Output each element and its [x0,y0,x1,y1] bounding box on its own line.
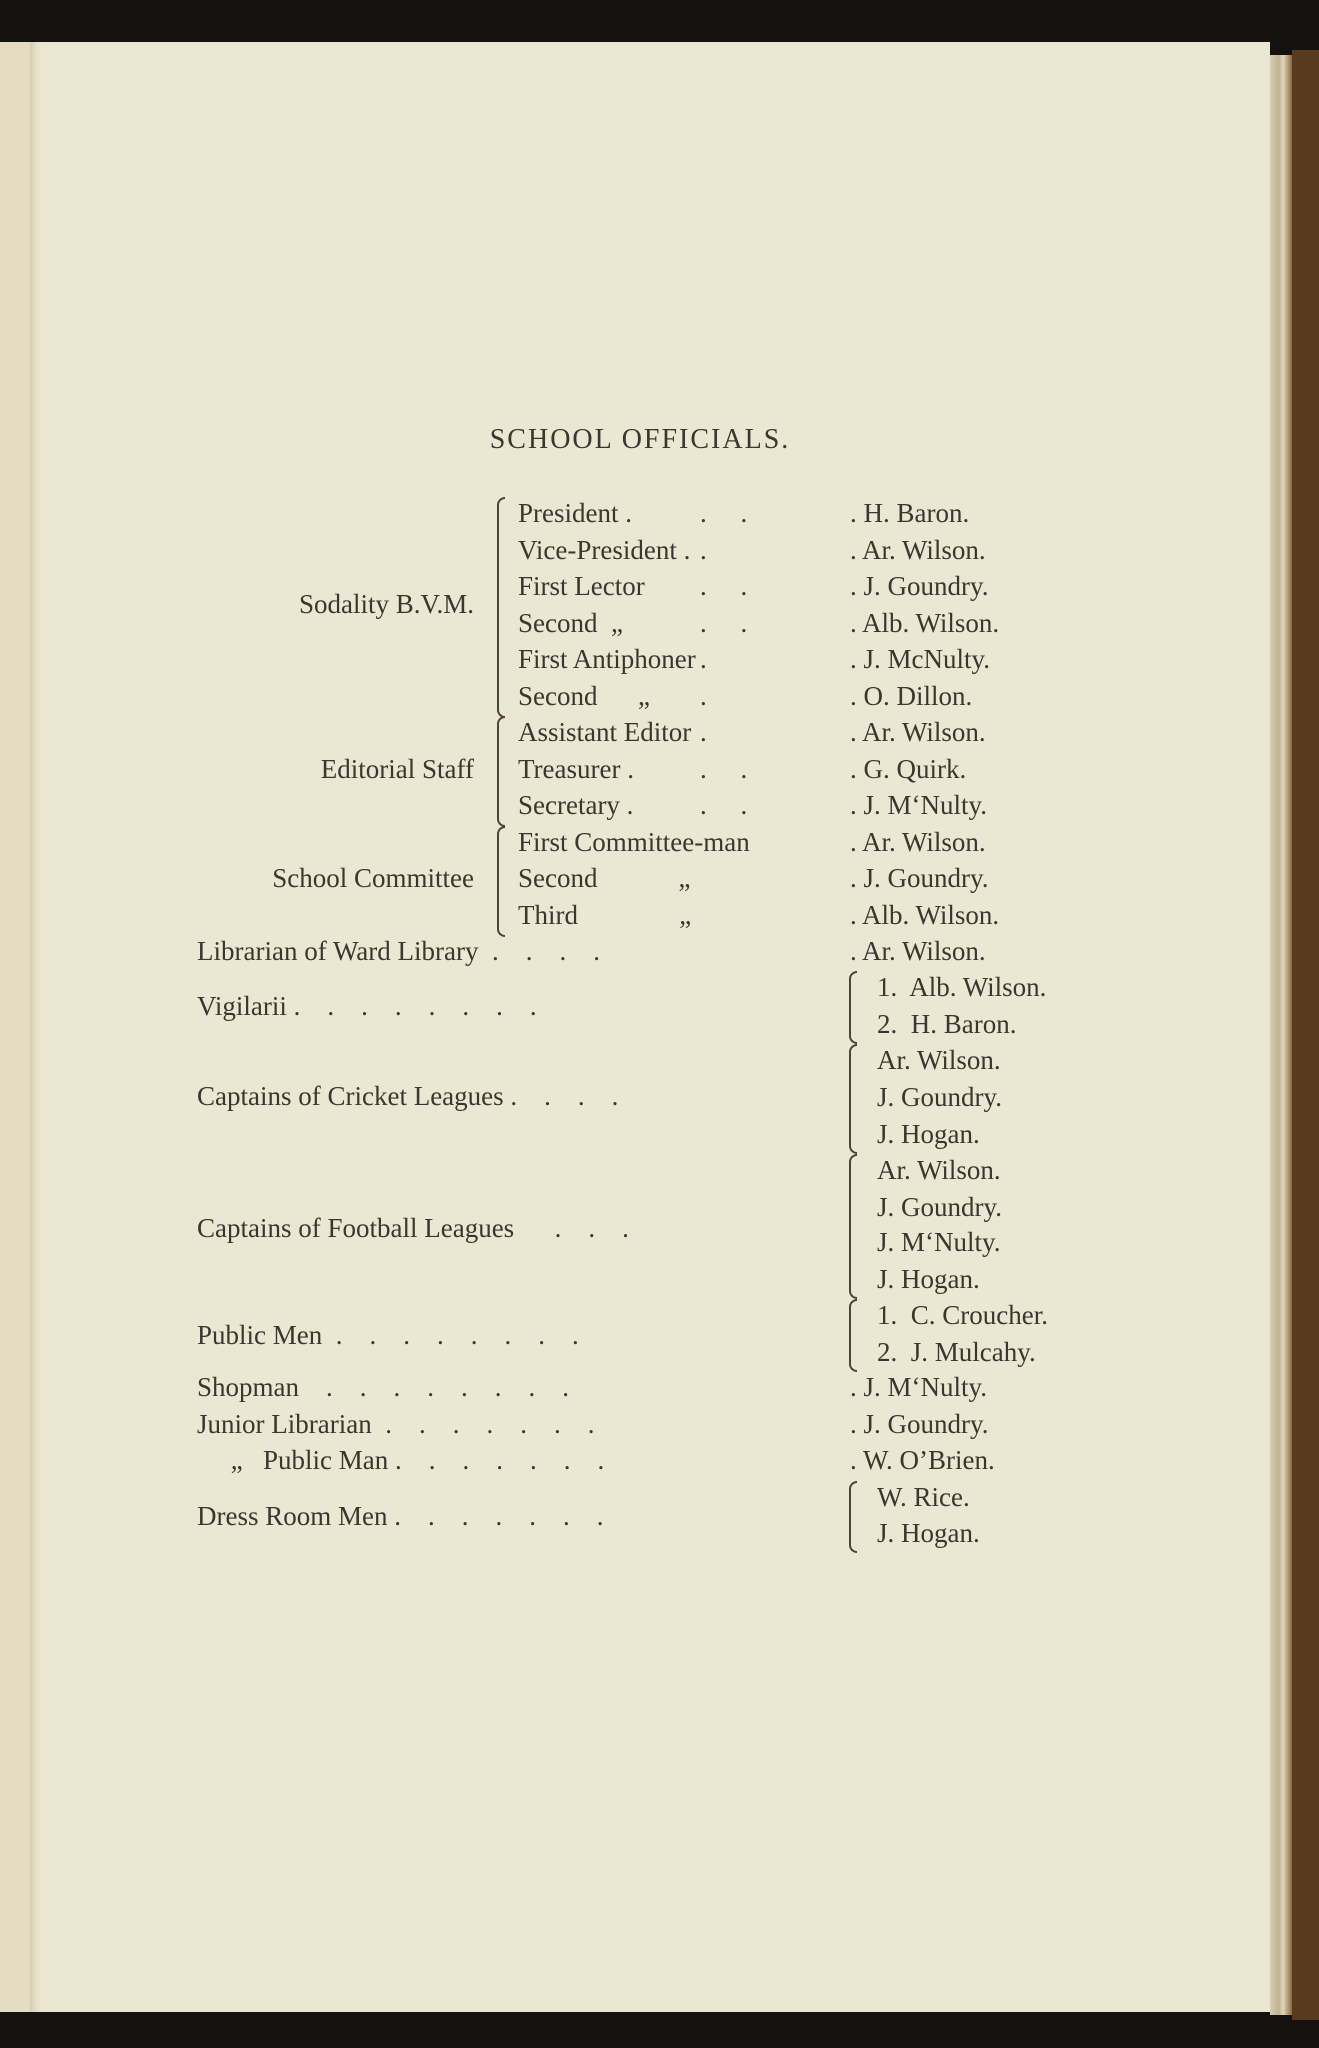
office-label: Dress Room Men . . . . . . . [197,1501,604,1531]
office-label: Vigilarii . . . . . . . . [197,991,537,1021]
official-name: J. Goundry. [877,1192,1002,1222]
official-name: J. Hogan. [877,1518,980,1548]
leader-dots: . [700,644,707,674]
official-name: . H. Baron. [850,498,970,528]
official-name: 1. Alb. Wilson. [877,972,1047,1002]
official-name: . W. O’Brien. [850,1445,995,1475]
leader-dots: . . [700,607,748,638]
official-name: . J. M‘Nulty. [850,790,988,820]
book-page [30,42,1270,2012]
leader-dots: . . [700,571,748,601]
official-name: . G. Quirk. [850,753,967,784]
official-name: 2. H. Baron. [877,1009,1017,1039]
official-name: . Ar. Wilson. [850,717,986,747]
official-name: Ar. Wilson. [877,1155,1001,1185]
official-name: . Alb. Wilson. [850,899,1000,930]
official-name: . Alb. Wilson. [850,607,1000,638]
role-label: President . [518,498,632,528]
official-name: . J. M‘Nulty. [850,1372,988,1402]
brace [497,716,505,827]
official-name: . J. Goundry. [850,1409,989,1439]
office-label: Shopman . . . . . . . . [197,1372,570,1402]
role-label: Secretary . [518,790,634,820]
book-cover [1292,50,1319,2020]
leader-dots: . . [700,790,748,820]
role-label: Second „ [518,863,691,893]
role-label: Assistant Editor [518,717,692,747]
official-name: . Ar. Wilson. [850,534,986,565]
office-label: „ Public Man . . . . . . . [197,1445,605,1475]
brace [849,1299,857,1372]
official-name: J. Hogan. [877,1264,980,1294]
leader-dots: . [700,680,707,711]
official-name: 1. C. Croucher. [877,1300,1048,1330]
official-name: . J. McNulty. [850,644,990,674]
page-stack-edge [1270,55,1292,2015]
role-label: First Lector [518,571,645,601]
office-label: Junior Librarian . . . . . . . [197,1409,595,1439]
leader-dots: . [700,717,707,747]
official-name: J. Hogan. [877,1119,980,1149]
brace [497,497,505,718]
group-label: School Committee [272,863,474,893]
official-name: W. Rice. [877,1482,970,1512]
left-page-edge [0,42,31,2012]
leader-dots: . . [700,753,748,784]
official-name: J. M‘Nulty. [877,1227,1001,1257]
group-label: Sodality B.V.M. [298,589,474,620]
role-label: Treasurer . [518,753,634,784]
brace [849,971,857,1044]
office-label: Public Men . . . . . . . . [197,1320,579,1350]
group-label: Editorial Staff [320,753,474,784]
official-name: 2. J. Mulcahy. [877,1337,1036,1367]
official-name: Ar. Wilson. [877,1045,1001,1075]
brace [849,1481,857,1553]
role-label: First Committee-man [518,826,750,857]
official-name: . O. Dillon. [850,680,973,711]
brace [849,1154,857,1299]
office-label: Captains of Football Leagues . . . [197,1213,629,1243]
brace [497,826,505,937]
leader-dots: . [700,534,707,565]
brace [849,1044,857,1154]
role-label: Vice-President . [518,534,691,565]
office-label: Librarian of Ward Library . . . . [197,936,600,966]
official-name: . J. Goundry. [850,863,989,893]
page-title: SCHOOL OFFICIALS. [489,424,791,455]
official-name: J. Goundry. [877,1082,1002,1112]
official-name: . Ar. Wilson. [850,936,986,966]
role-label: Second „ [518,607,623,638]
role-label: Third „ [518,899,692,930]
official-name: . Ar. Wilson. [850,826,986,857]
role-label: First Antiphoner [518,644,696,674]
role-label: Second „ [518,680,650,711]
leader-dots: . . [700,498,748,528]
office-label: Captains of Cricket Leagues . . . . [197,1081,619,1111]
official-name: . J. Goundry. [850,571,989,601]
